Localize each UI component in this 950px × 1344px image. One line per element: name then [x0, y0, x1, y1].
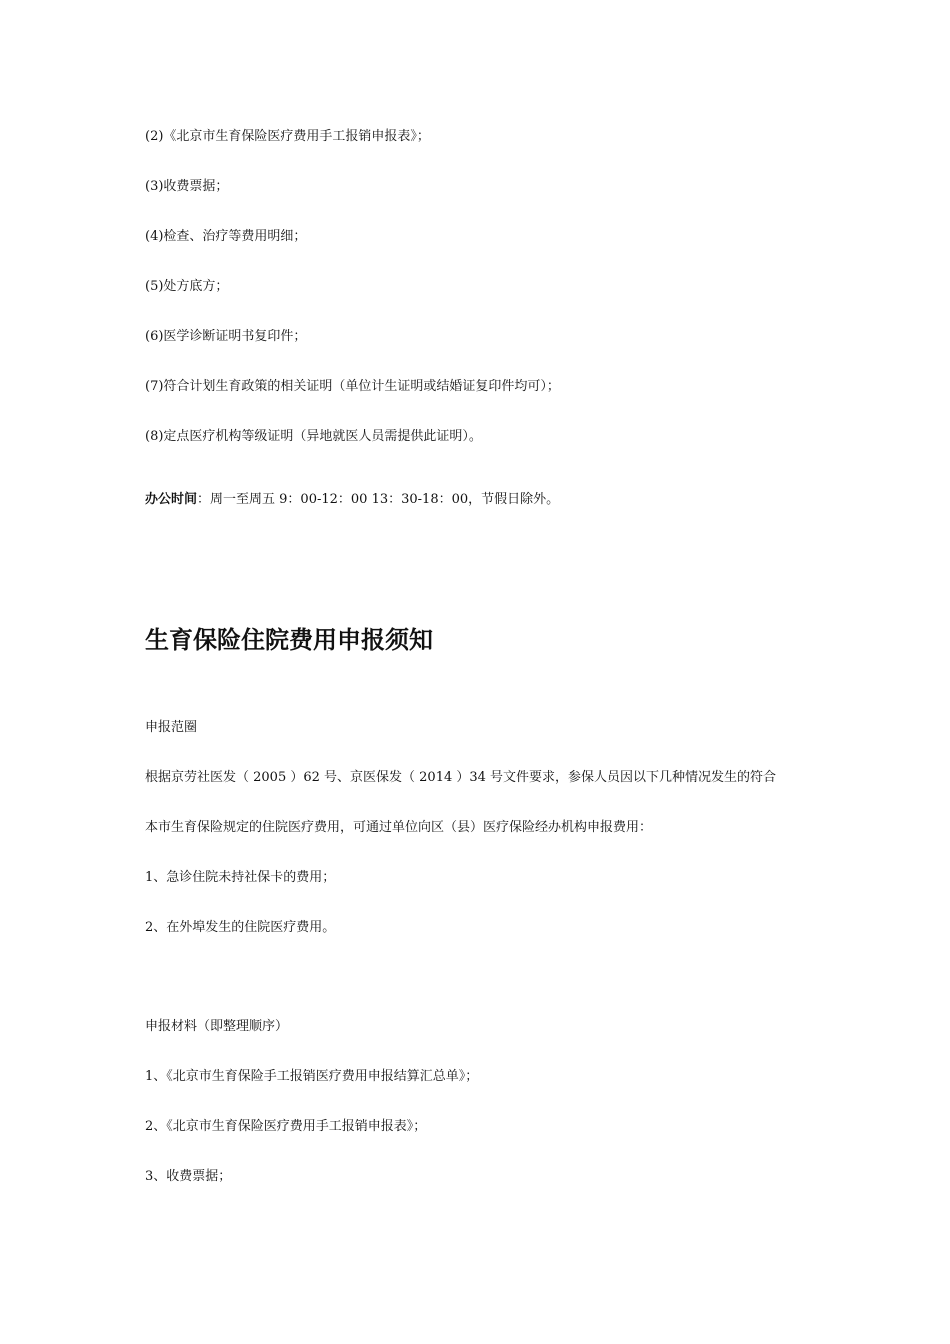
list-item: (7)符合计划生育政策的相关证明（单位计生证明或结婚证复印件均可）； [145, 379, 560, 394]
materials-item: 3、收费票据； [145, 1169, 232, 1184]
scope-paragraph-line: 根据京劳社医发（ 2005 ）62 号、京医保发（ 2014 ）34 号文件要求，参保人员因以下几种情况发生的符合 [145, 770, 777, 785]
list-item: (5)处方底方； [145, 279, 229, 294]
office-hours-label: 办公时间 [145, 492, 198, 507]
list-item: (2)《北京市生育保险医疗费用手工报销申报表》； [145, 129, 430, 144]
office-hours [145, 491, 559, 509]
materials-item: 1、《北京市生育保险手工报销医疗费用申报结算汇总单》； [145, 1069, 479, 1084]
scope-paragraph-line: 本市生育保险规定的住院医疗费用，可通过单位向区（县）医疗保险经办机构申报费用： [145, 820, 653, 835]
materials-item: 2、《北京市生育保险医疗费用手工报销申报表》； [145, 1119, 427, 1134]
list-item: (6)医学诊断证明书复印件； [145, 329, 307, 344]
scope-heading: 申报范圈 [145, 720, 198, 735]
scope-item: 2、在外埠发生的住院医疗费用。 [145, 920, 336, 935]
materials-heading: 申报材料（即整理顺序） [145, 1019, 289, 1034]
scope-item: 1、急诊住院未持社保卡的费用； [145, 870, 336, 885]
office-hours-value: ：周一至周五 9：00-12：00 13：30-18：00，节假日除外。 [197, 492, 560, 507]
list-item: (4)检查、治疗等费用明细； [145, 229, 307, 244]
list-item: (3)收费票据； [145, 179, 229, 194]
section-title: 生育保险住院费用申报须知 [145, 626, 433, 654]
list-item: (8)定点医疗机构等级证明（异地就医人员需提供此证明）。 [145, 429, 482, 444]
